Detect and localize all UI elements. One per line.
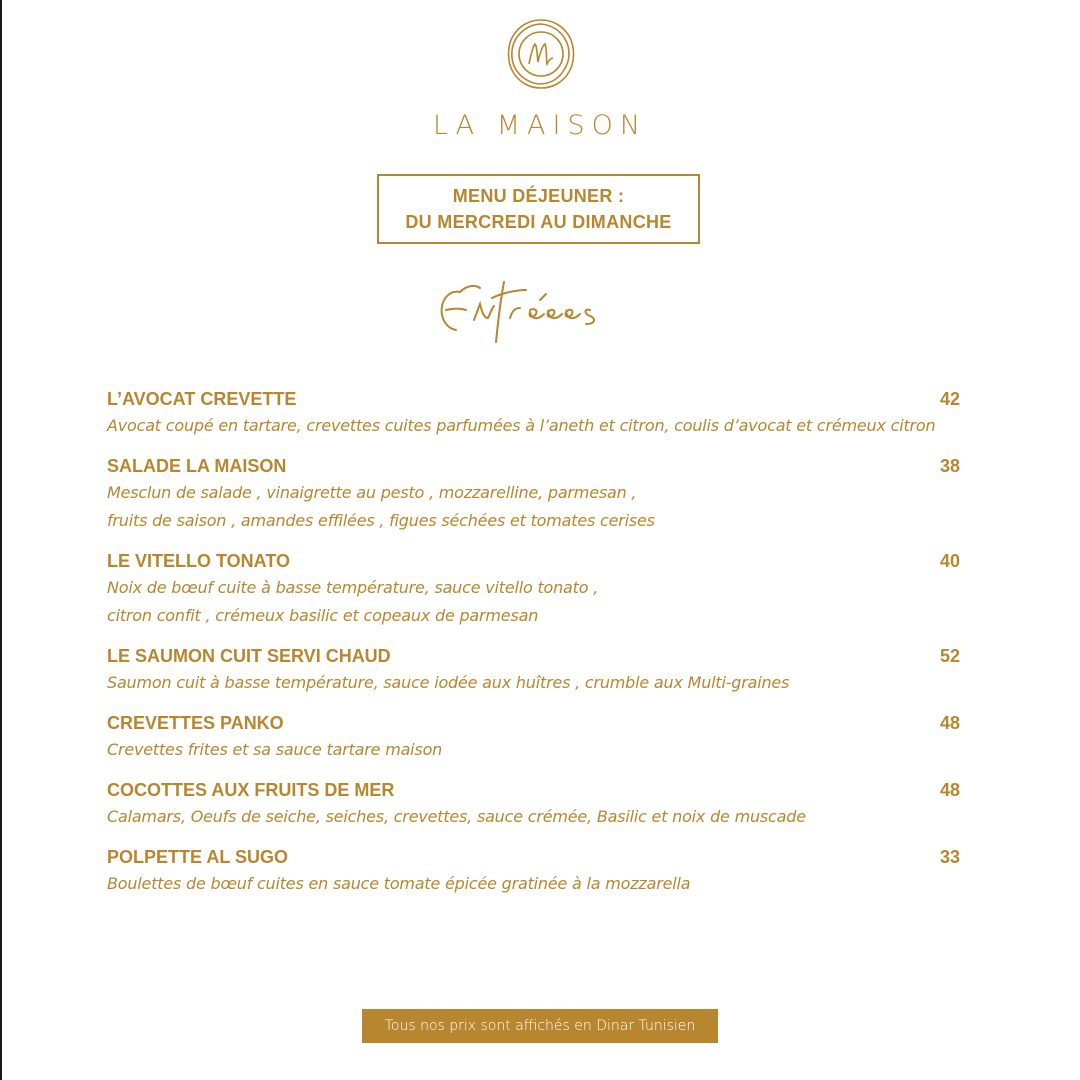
brand-name: LA MAISON — [432, 110, 648, 141]
menu-item-description: fruits de saison , amandes effilées , figues séchées et tomates cerises — [107, 511, 655, 530]
menu-item-description: Boulettes de bœuf cuites en sauce tomate épicée gratinée à la mozzarella — [107, 874, 691, 893]
menu-item — [107, 643, 960, 697]
menu-item-description: Crevettes frites et sa sauce tartare maison — [107, 740, 443, 759]
menu-item-name: POLPETTE AL SUGO — [107, 847, 289, 867]
menu-heading-line2: DU MERCREDI AU DIMANCHE — [405, 212, 672, 232]
menu-item-price: 48 — [939, 713, 960, 733]
menu-item-header — [107, 643, 960, 669]
menu-item — [107, 386, 960, 440]
menu-item-price: 40 — [939, 551, 960, 571]
menu-item-description: Avocat coupé en tartare, crevettes cuites parfumées à l’aneth et citron, coulis d’avocat et crémeux citron — [107, 416, 936, 435]
menu-item-description: Saumon cuit à basse température, sauce iodée aux huîtres , crumble aux Multi-graines — [107, 673, 790, 692]
menu-item-name: CREVETTES PANKO — [107, 713, 284, 733]
menu-item-name: L’AVOCAT CREVETTE — [107, 389, 297, 409]
menu-item-description: Mesclun de salade , vinaigrette au pesto , mozzarelline, parmesan , — [107, 483, 637, 502]
menu-item-description: Noix de bœuf cuite à basse température, sauce vitello tonato , — [107, 578, 599, 597]
menu-item-description: Calamars, Oeufs de seiche, seiches, crevettes, sauce crémée, Basilic et noix de muscade — [107, 807, 806, 826]
menu-item-header — [107, 710, 960, 736]
menu-item-price: 38 — [939, 456, 960, 476]
menu-item-price: 52 — [939, 646, 960, 666]
menu-item-name: LE VITELLO TONATO — [107, 551, 291, 571]
m-monogram-seal-icon — [505, 18, 577, 90]
menu-item-header — [107, 777, 960, 803]
menu-item — [107, 710, 960, 764]
menu-item-price: 42 — [939, 389, 960, 409]
menu-item-header — [107, 844, 960, 870]
menu-item-price: 48 — [939, 780, 960, 800]
menu-item-header — [107, 548, 960, 574]
menu-heading-box — [377, 174, 700, 244]
menu-item-description: citron confit , crémeux basilic et copeaux de parmesan — [107, 606, 539, 625]
menu-heading-line1: MENU DÉJEUNER : — [452, 186, 625, 206]
menu-item-name: LE SAUMON CUIT SERVI CHAUD — [107, 646, 391, 666]
menu-item — [107, 844, 960, 898]
menu-item — [107, 548, 960, 630]
menu-item-header — [107, 453, 960, 479]
menu-item-name: COCOTTES AUX FRUITS DE MER — [107, 780, 395, 800]
menu-item — [107, 777, 960, 831]
section-title — [430, 272, 630, 362]
page-edge — [0, 0, 2, 1080]
menu-item — [107, 453, 960, 535]
menu-item-header — [107, 386, 960, 412]
menu-items-list — [107, 386, 960, 911]
menu-item-price: 33 — [939, 847, 960, 867]
menu-item-name: SALADE LA MAISON — [107, 456, 287, 476]
currency-note: Tous nos prix sont affichés en Dinar Tunisien — [362, 1009, 718, 1043]
